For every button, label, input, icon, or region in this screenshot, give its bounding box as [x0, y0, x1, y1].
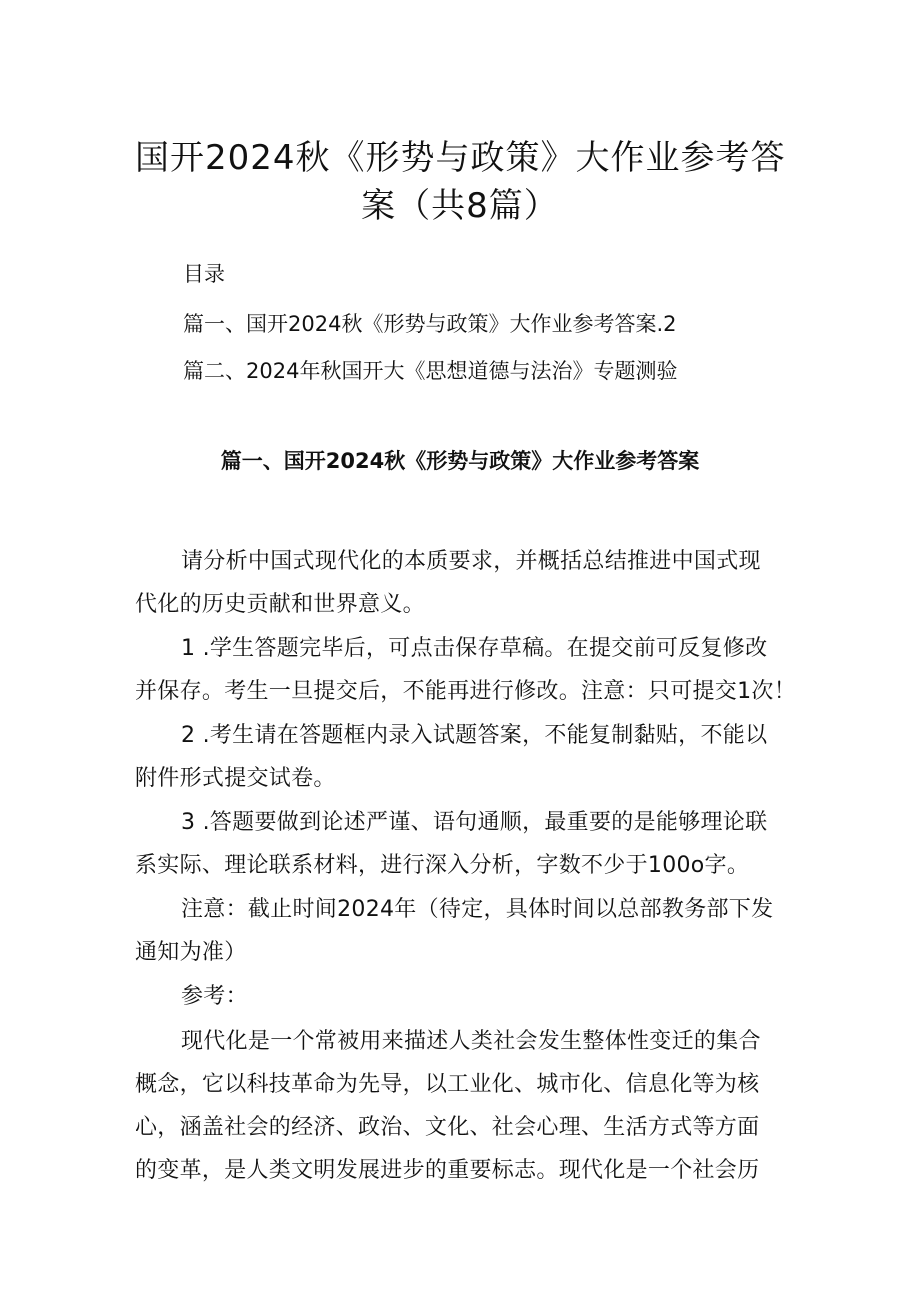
toc-item-1[interactable]: 篇一、国开2024秋《形势与政策》大作业参考答案.2	[183, 312, 677, 336]
paragraph-line: 代化的历史贡献和世界意义。	[135, 592, 425, 617]
paragraph-line: 参考：	[181, 984, 248, 1009]
document-title-line-1: 国开2024秋《形势与政策》大作业参考答	[135, 138, 786, 178]
toc-item-2[interactable]: 篇二、2024年秋国开大《思想道德与法治》专题测验	[183, 359, 678, 383]
paragraph-line: 心，涵盖社会的经济、政治、文化、社会心理、生活方式等方面	[135, 1115, 760, 1140]
paragraph-note-1	[135, 627, 795, 713]
paragraph-line: 3 .答题要做到论述严谨、语句通顺，最重要的是能够理论联	[181, 810, 768, 835]
paragraph-deadline	[135, 888, 795, 974]
paragraph-line: 通知为准）	[135, 940, 247, 965]
paragraph-line: 并保存。考生一旦提交后，不能再进行修改。注意：只可提交1次！	[135, 679, 796, 704]
paragraph-line: 的变革，是人类文明发展进步的重要标志。现代化是一个社会历	[135, 1158, 760, 1183]
paragraph-line: 现代化是一个常被用来描述人类社会发生整体性变迁的集合	[181, 1029, 761, 1054]
toc-heading: 目录	[183, 262, 225, 286]
paragraph-line: 系实际、理论联系材料，进行深入分析，字数不少于100o字。	[135, 853, 750, 878]
paragraph-line: 注意：截止时间2024年（待定，具体时间以总部教务部下发	[181, 897, 774, 922]
paragraph-question	[135, 540, 795, 626]
document-title-line-2: 案（共8篇）	[361, 186, 559, 226]
paragraph-line: 2 .考生请在答题框内录入试题答案，不能复制黏贴，不能以	[181, 723, 768, 748]
paragraph-note-3	[135, 801, 795, 887]
paragraph-line: 请分析中国式现代化的本质要求，并概括总结推进中国式现	[181, 549, 761, 574]
paragraph-answer	[135, 1020, 795, 1192]
paragraph-line: 1 .学生答题完毕后，可点击保存草稿。在提交前可反复修改	[181, 636, 768, 661]
paragraph-line: 附件形式提交试卷。	[135, 766, 336, 791]
paragraph-reference-label	[135, 975, 795, 1018]
paragraph-line: 概念，它以科技革命为先导，以工业化、城市化、信息化等为核	[135, 1072, 760, 1097]
paragraph-note-2	[135, 714, 795, 800]
section-title: 篇一、国开2024秋《形势与政策》大作业参考答案	[220, 449, 700, 473]
